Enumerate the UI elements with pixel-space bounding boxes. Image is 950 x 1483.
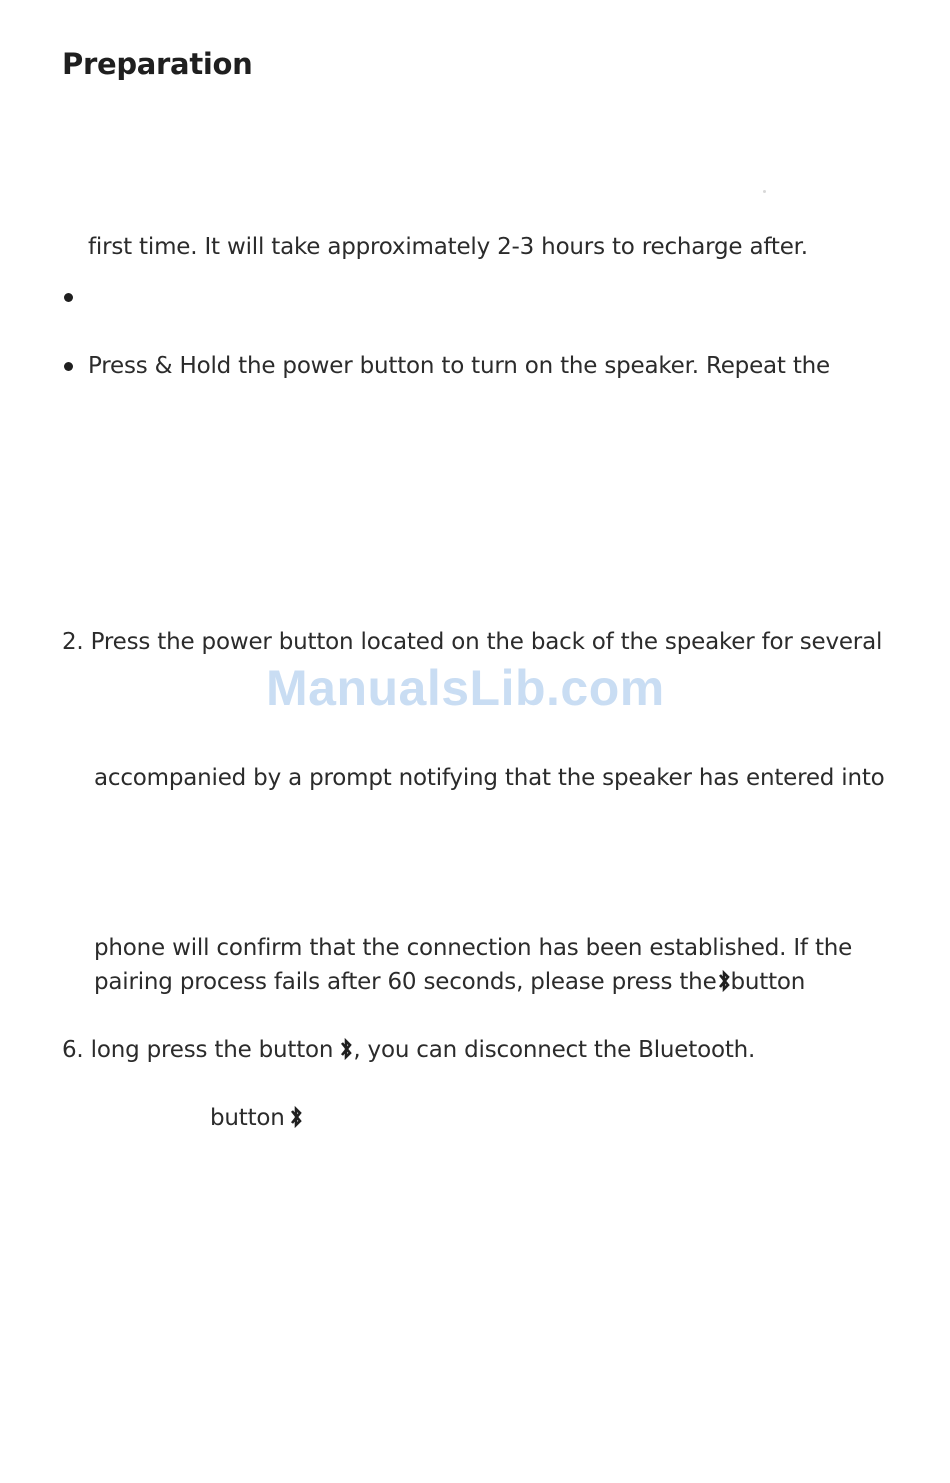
text-line-pairing (94, 967, 805, 997)
pairing-text-prefix: pairing process fails after 60 seconds, please press the (94, 969, 717, 995)
text-line-button (210, 1103, 303, 1133)
bullet-press-hold (64, 362, 73, 371)
text-line-first-time: first time. It will take approximately 2-3 hours to recharge after. (88, 234, 808, 260)
button-label: button (210, 1105, 285, 1131)
step6-text-suffix: , you can disconnect the Bluetooth. (353, 1037, 756, 1063)
bluetooth-icon (289, 1105, 303, 1129)
pairing-text-suffix: button (730, 969, 806, 995)
text-line-step-2: 2. Press the power button located on the back of the speaker for several (62, 629, 883, 655)
watermark: ManualsLib.com (266, 660, 665, 716)
bullet-empty (64, 293, 73, 302)
bluetooth-icon (717, 969, 731, 993)
text-line-press-hold: Press & Hold the power button to turn on the speaker. Repeat the (88, 353, 830, 379)
faint-mark (763, 190, 766, 193)
step6-text-prefix: 6. long press the button (62, 1037, 334, 1063)
page-heading: Preparation (62, 47, 253, 81)
text-line-phone-confirm: phone will confirm that the connection has been established. If the (94, 935, 853, 961)
text-line-accompanied: accompanied by a prompt notifying that the speaker has entered into (94, 765, 885, 791)
bluetooth-icon (339, 1037, 353, 1061)
text-line-step-6 (62, 1035, 755, 1065)
